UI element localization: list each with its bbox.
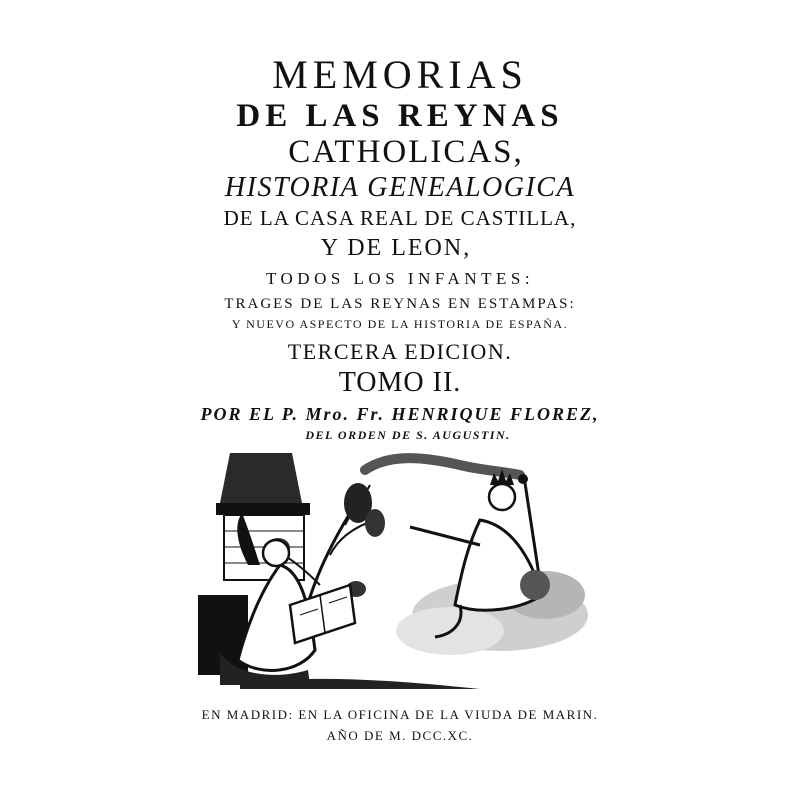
seated-writer-figure-icon	[198, 513, 315, 685]
religious-order-line: DEL ORDEN DE S. AUGUSTIN.	[305, 428, 511, 442]
subtitle-todos-los-infantes: TODOS LOS INFANTES:	[265, 269, 535, 288]
subtitle-casa-real: DE LA CASA REAL DE CASTILLA,	[223, 206, 577, 230]
year-line: AÑO DE M. DCC.XC.	[326, 728, 474, 743]
author-line: POR EL P. Mro. Fr. HENRIQUE FLOREZ,	[200, 404, 600, 424]
subtitle-y-de-leon: Y DE LEON,	[320, 235, 472, 261]
volume-number: TOMO II.	[338, 367, 462, 398]
subtitle-trages: TRAGES DE LAS REYNAS EN ESTAMPAS:	[224, 296, 576, 312]
engraved-allegory-illustration	[180, 445, 610, 695]
title-line-memorias: MEMORIAS	[272, 52, 528, 97]
edition-statement: TERCERA EDICION.	[287, 339, 513, 364]
title-line-de-las-reynas: DE LAS REYNAS	[236, 98, 564, 134]
imprint-line: EN MADRID: EN LA OFICINA DE LA VIUDA DE MARIN.	[201, 707, 599, 722]
subtitle-nuevo-aspecto: Y NUEVO ASPECTO DE LA HISTORIA DE ESPAÑA.	[231, 317, 569, 331]
title-line-catholicas: CATHOLICAS,	[288, 134, 524, 170]
monument-icon	[216, 453, 310, 580]
subtitle-historia-genealogica: HISTORIA GENEALOGICA	[224, 172, 576, 203]
